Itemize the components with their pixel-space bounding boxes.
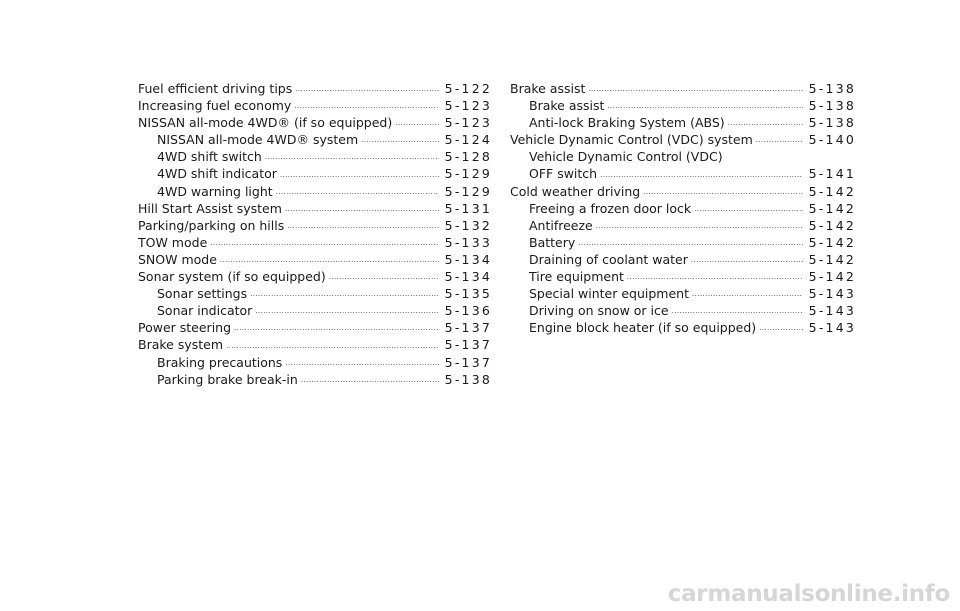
toc-entry-label: Vehicle Dynamic Control (VDC) system [510,132,753,148]
toc-entry-page: 5-122 [444,81,492,96]
dot-leader [295,84,438,94]
toc-entry-label: 4WD shift indicator [157,166,277,182]
toc-entry-page: 5-143 [808,320,856,336]
toc-entry-label: Increasing fuel economy [138,98,292,114]
toc-entry[interactable] [510,114,854,131]
toc-entry[interactable] [510,234,854,251]
toc-entry-page: 5-142 [808,251,856,267]
toc-entry-label: Special winter equipment [529,286,689,302]
dot-leader [226,341,439,351]
toc-entry[interactable] [510,97,854,114]
toc-entry-label: Battery [529,234,576,250]
dot-leader [287,221,438,231]
dot-leader [588,84,802,94]
toc-entry-page: 5-136 [444,303,492,319]
toc-entry-page: 5-129 [444,166,492,182]
dot-leader [285,204,439,214]
toc-entry-page: 5-137 [444,354,492,370]
toc-entry[interactable] [510,319,854,336]
toc-entry[interactable] [138,268,490,285]
dot-leader [234,323,439,333]
toc-entry-label: Tire equipment [529,269,624,285]
toc-entry-page: 5-123 [444,98,492,114]
dot-leader [329,272,439,282]
toc-entry-page: 5-132 [444,217,492,233]
toc-entry-page: 5-138 [808,81,856,96]
toc-entry[interactable] [138,183,490,200]
toc-entry-label: Brake system [138,337,224,353]
dot-leader [294,101,438,111]
dot-leader [691,255,803,265]
toc-entry-page: 5-128 [444,149,492,165]
dot-leader [276,187,439,197]
toc-entry-label-line2: OFF switch [529,166,598,182]
toc-entry-page: 5-142 [808,234,856,250]
toc-entry-label: Fuel efficient driving tips [138,81,293,96]
toc-entry-label: Brake assist [510,81,586,96]
toc-entry-page: 5-142 [808,217,856,233]
toc-entry-label: Anti-lock Braking System (ABS) [529,115,725,131]
dot-leader [607,101,802,111]
toc-entry[interactable] [510,131,854,148]
toc-entry-label: Freeing a frozen door lock [529,200,692,216]
toc-entry-page: 5-124 [444,132,492,148]
toc-entry[interactable] [138,234,490,251]
toc-entry[interactable] [138,371,490,388]
toc-entry[interactable] [510,285,854,302]
dot-leader [672,306,803,316]
toc-entry[interactable] [138,200,490,217]
toc-entry[interactable] [510,183,854,200]
dot-leader [250,289,439,299]
toc-entry[interactable] [138,285,490,302]
dot-leader [265,152,439,162]
toc-entry-label: 4WD warning light [157,183,273,199]
toc-entry[interactable] [138,251,490,268]
toc-entry-label: Power steering [138,320,232,336]
toc-entry[interactable] [138,165,490,182]
toc-entry-label: Sonar settings [157,286,248,302]
toc-entry-page: 5-142 [808,200,856,216]
toc-entry-page: 5-131 [444,200,492,216]
toc-entry-label: Driving on snow or ice [529,303,669,319]
toc-entry-page: 5-134 [444,269,492,285]
dot-leader [627,272,803,282]
toc-entry-label: Sonar system (if so equipped) [138,269,326,285]
toc-entry[interactable] [138,354,490,371]
dot-leader [759,323,802,333]
dot-leader [578,238,802,248]
watermark-text: carmanualsonline.info [667,581,950,607]
toc-entry-page: 5-137 [444,337,492,353]
toc-entry-label: Brake assist [529,98,605,114]
toc-entry-page: 5-138 [808,98,856,114]
toc-entry-page: 5-129 [444,183,492,199]
toc-entry-label: Braking precautions [157,354,283,370]
dot-leader [756,135,803,145]
toc-entry-label: Antifreeze [529,217,593,233]
dot-leader [728,118,803,128]
toc-entry-label: NISSAN all-mode 4WD® (if so equipped) [138,115,393,131]
dot-leader [600,170,803,180]
toc-entry[interactable] [138,336,490,353]
toc-entry[interactable] [138,302,490,319]
toc-entry-label: Cold weather driving [510,183,641,199]
toc-entry-vdc-off-switch[interactable] [510,148,854,182]
dot-leader [280,170,439,180]
dot-leader [361,135,439,145]
toc-entry-label: Draining of coolant water [529,251,688,267]
toc-entry-page: 5-134 [444,251,492,267]
toc-entry[interactable] [510,80,854,97]
dot-leader [596,221,803,231]
toc-entry-page: 5-143 [808,286,856,302]
dot-leader [220,255,439,265]
toc-entry[interactable] [138,217,490,234]
toc-entry[interactable] [510,251,854,268]
toc-entry-page: 5-141 [808,166,856,182]
toc-entry-label: Sonar indicator [157,303,253,319]
toc-entry-label: TOW mode [138,234,208,250]
toc-entry-page: 5-138 [808,115,856,131]
toc-entry-label: SNOW mode [138,251,217,267]
dot-leader [301,375,439,385]
toc-entry[interactable] [510,200,854,217]
toc-entry-label: Engine block heater (if so equipped) [529,320,757,336]
dot-leader [395,118,438,128]
dot-leader [694,204,803,214]
toc-entry[interactable] [138,114,490,131]
toc-entry-page: 5-143 [808,303,856,319]
toc-left-column [138,80,490,388]
dot-leader [285,358,438,368]
toc-entry[interactable] [510,268,854,285]
dot-leader [692,289,803,299]
toc-entry[interactable] [510,302,854,319]
toc-entry[interactable] [138,80,490,97]
dot-leader [255,306,438,316]
toc-entry-label: Parking brake break-in [157,371,298,387]
toc-entry[interactable] [138,97,490,114]
toc-entry-page: 5-123 [444,115,492,131]
toc-entry-page: 5-135 [444,286,492,302]
toc-entry-page: 5-142 [808,269,856,285]
dot-leader [210,238,438,248]
toc-entry-page: 5-140 [808,132,856,148]
toc-entry[interactable] [510,217,854,234]
dot-leader [643,187,802,197]
toc-entry[interactable] [138,148,490,165]
toc-entry-page: 5-142 [808,183,856,199]
toc-entry[interactable] [138,319,490,336]
toc-entry-label: 4WD shift switch [157,149,262,165]
toc-entry-page: 5-138 [444,371,492,387]
toc-entry-label: NISSAN all-mode 4WD® system [157,132,359,148]
toc-entry-label: Hill Start Assist system [138,200,282,216]
toc-right-column [510,80,854,336]
toc-entry-page: 5-137 [444,320,492,336]
toc-entry-label-line1: Vehicle Dynamic Control (VDC) [529,149,723,165]
toc-entry-label: Parking/parking on hills [138,217,285,233]
toc-entry[interactable] [138,131,490,148]
toc-entry-page: 5-133 [444,234,492,250]
